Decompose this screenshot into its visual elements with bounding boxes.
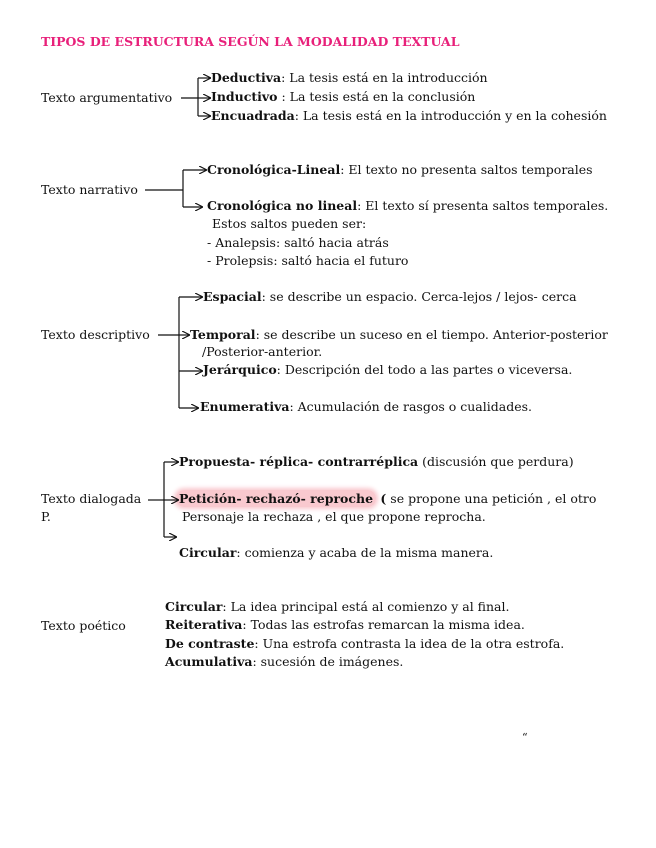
descriptivo-label: Texto descriptivo bbox=[41, 327, 150, 342]
dialogada-item-propuesta: Propuesta- réplica- contrarréplica (discusión que perdura) bbox=[179, 454, 574, 469]
descriptivo-item-jerarquico: Jerárquico: Descripción del todo a las partes o viceversa. bbox=[203, 362, 573, 377]
poetico-label: Texto poético bbox=[41, 618, 126, 633]
poetico-item-reiterativa: Reiterativa: Todas las estrofas remarcan la misma idea. bbox=[165, 617, 525, 632]
argumentativo-item-encuadrada: Encuadrada: La tesis está en la introducción y en la cohesión bbox=[211, 108, 607, 123]
argumentativo-item-deductiva: Deductiva: La tesis está en la introducción bbox=[211, 70, 488, 85]
narrativo-arrows bbox=[145, 170, 206, 207]
narrativo-extra-line: - Prolepsis: saltó hacia el futuro bbox=[207, 253, 409, 268]
narrativo-extra-line: - Analepsis: saltó hacia atrás bbox=[207, 235, 389, 250]
dialogada-arrows bbox=[148, 462, 178, 537]
descriptivo-temporal-cont: /Posterior-anterior. bbox=[202, 344, 323, 359]
dialogada-item-circular: Circular: comienza y acaba de la misma manera. bbox=[179, 545, 494, 560]
dialogada-label: Texto dialogada bbox=[41, 491, 142, 506]
page-title: TIPOS DE ESTRUCTURA SEGÚN LA MODALIDAD TEXTUAL bbox=[41, 34, 460, 49]
poetico-item-circular: Circular: La idea principal está al comienzo y al final. bbox=[165, 599, 510, 614]
descriptivo-item-enumerativa: Enumerativa: Acumulación de rasgos o cualidades. bbox=[200, 399, 532, 414]
poetico-item-contraste: De contraste: Una estrofa contrasta la idea de la otra estrofa. bbox=[165, 636, 565, 651]
descriptivo-item-temporal: Temporal: se describe un suceso en el tiempo. Anterior-posterior bbox=[190, 327, 608, 342]
poetico-item-acumulativa: Acumulativa: sucesión de imágenes. bbox=[165, 654, 404, 669]
descriptivo-arrows bbox=[158, 297, 202, 408]
descriptivo-item-espacial: Espacial: se describe un espacio. Cerca-lejos / lejos- cerca bbox=[203, 289, 577, 304]
argumentativo-label: Texto argumentativo bbox=[41, 90, 173, 105]
dialogada-label-2: P. bbox=[41, 509, 51, 524]
highlight-mark: Petición- rechazó- reproche bbox=[176, 490, 376, 507]
argumentativo-item-inductivo: Inductivo : La tesis está en la conclusión bbox=[211, 89, 476, 104]
narrativo-item-no-lineal: Cronológica no lineal: El texto sí presenta saltos temporales. bbox=[207, 198, 609, 213]
dialogada-peticion-cont: Personaje la rechaza , el que propone reprocha. bbox=[182, 509, 486, 524]
narrativo-item-lineal: Cronológica-Lineal: El texto no presenta saltos temporales bbox=[207, 162, 593, 177]
narrativo-label: Texto narrativo bbox=[41, 182, 138, 197]
narrativo-extra-line: Estos saltos pueden ser: bbox=[212, 216, 367, 231]
dialogada-item-peticion: Petición- rechazó- reproche ( se propone una petición , el otro bbox=[179, 491, 596, 507]
argumentativo-arrows bbox=[181, 78, 210, 116]
footer-mark: “ bbox=[522, 731, 528, 744]
